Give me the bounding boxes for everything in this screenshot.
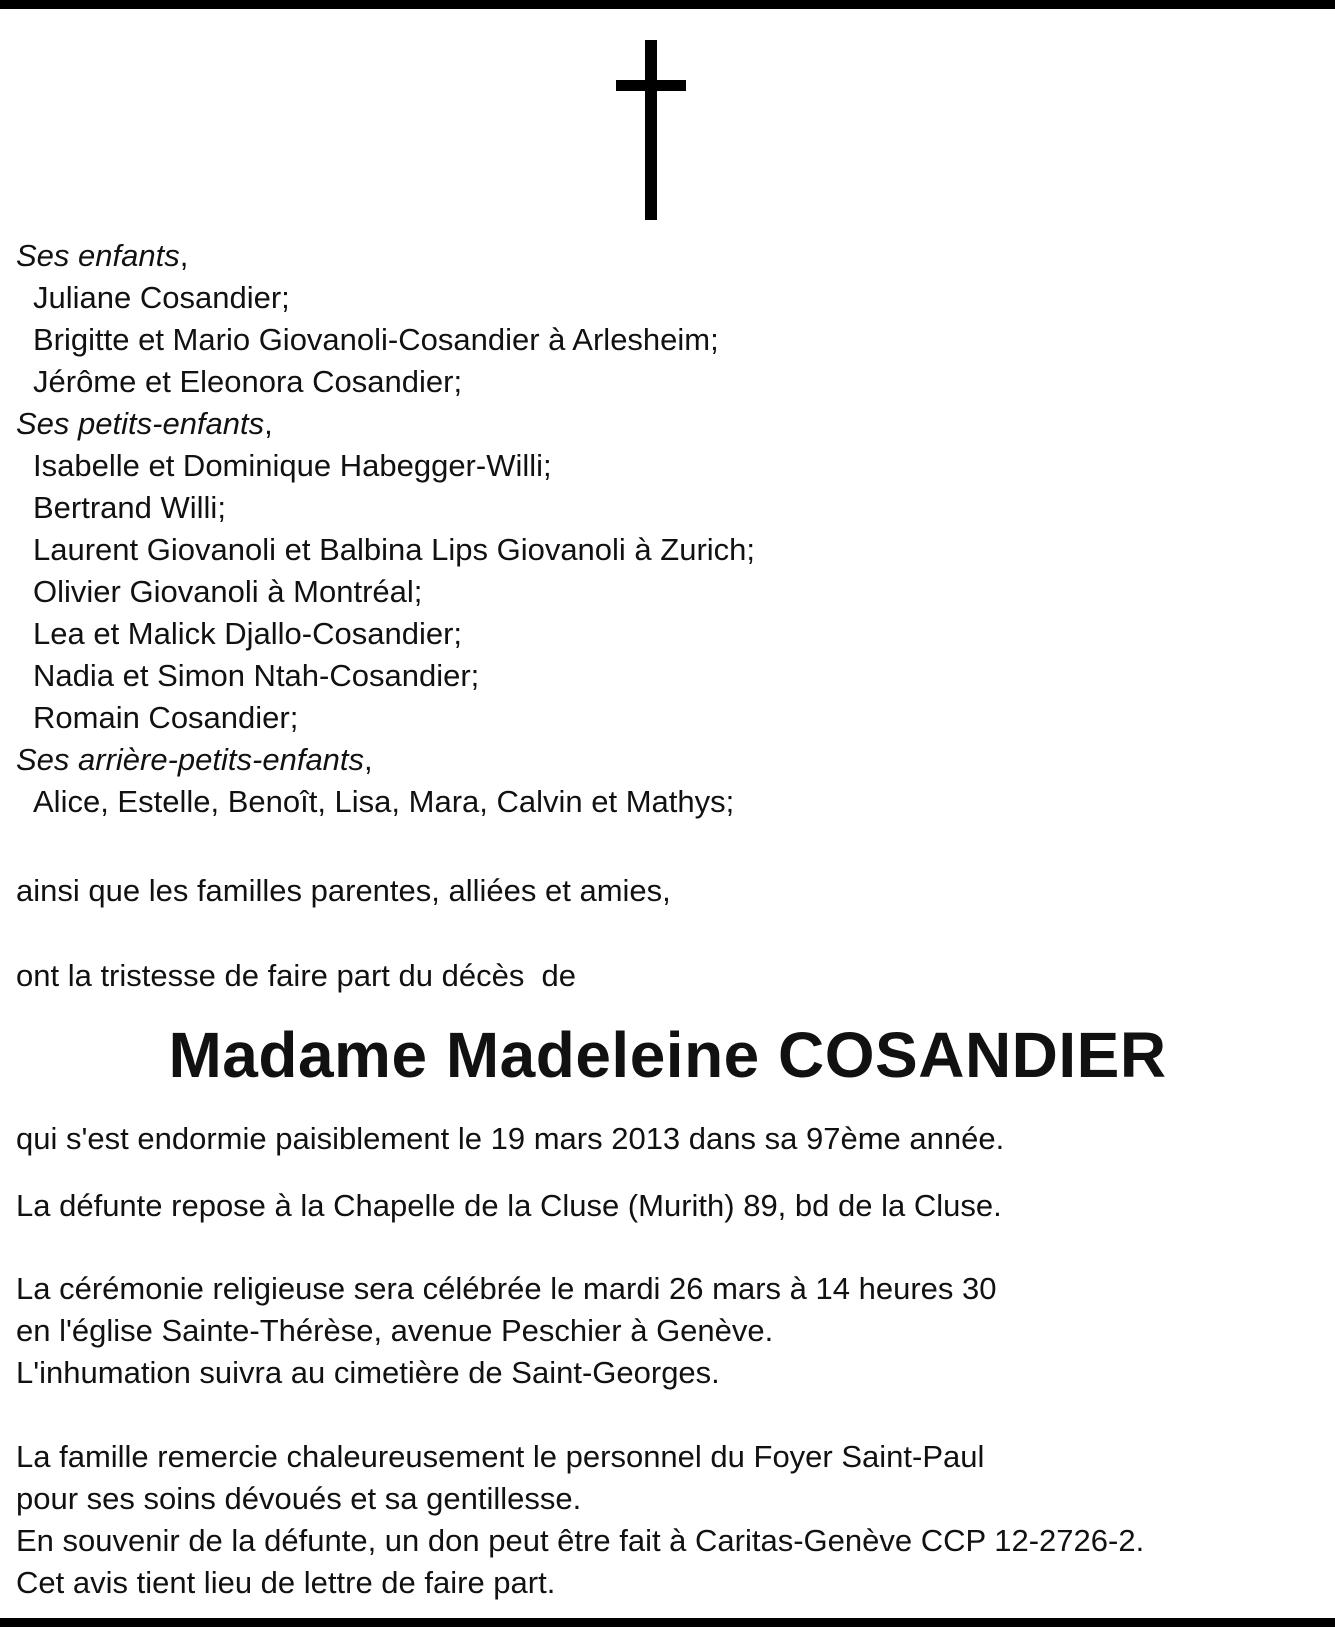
children-heading: Ses enfants, [16, 238, 189, 273]
announcement-line: ont la tristesse de faire part du décès de [16, 958, 577, 993]
cross-icon [616, 40, 686, 220]
thanks-line-3: En souvenir de la défunte, un don peut être fait à Caritas-Genève CCP 12-2726-2. [16, 1523, 1145, 1558]
child-1: Juliane Cosandier; [33, 280, 290, 315]
thanks-line-1: La famille remercie chaleureusement le personnel du Foyer Saint-Paul [16, 1439, 985, 1474]
ceremony-line-1: La cérémonie religieuse sera célébrée le mardi 26 mars à 14 heures 30 [16, 1271, 997, 1306]
child-3: Jérôme et Eleonora Cosandier; [33, 364, 463, 399]
repose-line: La défunte repose à la Chapelle de la Cluse (Murith) 89, bd de la Cluse. [16, 1188, 1002, 1223]
great-grandchildren-heading: Ses arrière-petits-enfants, [16, 742, 373, 777]
grandchild-1: Isabelle et Dominique Habegger-Willi; [33, 448, 552, 483]
grandchild-2: Bertrand Willi; [33, 490, 226, 525]
ceremony-line-2: en l'église Sainte-Thérèse, avenue Peschier à Genève. [16, 1313, 774, 1348]
grandchildren-heading: Ses petits-enfants, [16, 406, 273, 441]
grandchild-4: Olivier Giovanoli à Montréal; [33, 574, 423, 609]
thanks-line-4: Cet avis tient lieu de lettre de faire part. [16, 1565, 556, 1600]
family-list [16, 235, 1319, 823]
thanks-line-2: pour ses soins dévoués et sa gentillesse. [16, 1481, 582, 1516]
great-grandchild-1: Alice, Estelle, Benoît, Lisa, Mara, Calvin et Mathys; [33, 784, 735, 819]
grandchild-6: Nadia et Simon Ntah-Cosandier; [33, 658, 480, 693]
ceremony-paragraph [16, 1268, 1319, 1394]
grandchild-3: Laurent Giovanoli et Balbina Lips Giovanoli à Zurich; [33, 532, 756, 567]
bottom-border-rule [0, 1618, 1335, 1627]
death-date-line: qui s'est endormie paisiblement le 19 mars 2013 dans sa 97ème année. [16, 1121, 1005, 1156]
ceremony-line-3: L'inhumation suivra au cimetière de Saint-Georges. [16, 1355, 720, 1390]
grandchild-7: Romain Cosandier; [33, 700, 299, 735]
grandchild-5: Lea et Malick Djallo-Cosandier; [33, 616, 463, 651]
deceased-name: Madame Madeleine COSANDIER [168, 1019, 1167, 1091]
top-border-rule [0, 0, 1335, 9]
child-2: Brigitte et Mario Giovanoli-Cosandier à Arlesheim; [33, 322, 719, 357]
thanks-paragraph [16, 1436, 1319, 1604]
extended-family-line: ainsi que les familles parentes, alliées et amies, [16, 873, 671, 908]
